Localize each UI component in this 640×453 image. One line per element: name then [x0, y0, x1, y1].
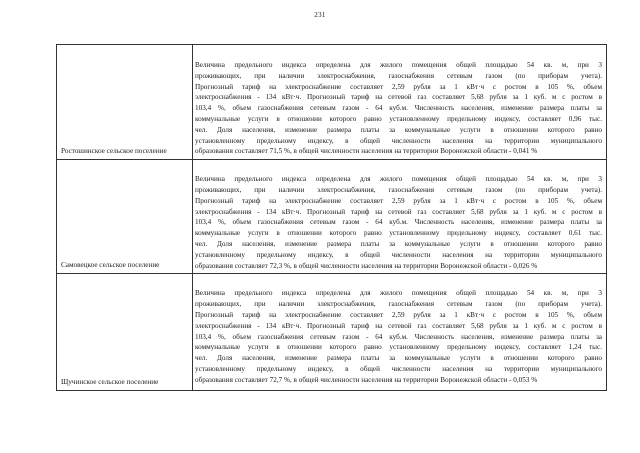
description-line: чел. Доля населения, изменение размера платы за коммунальные услуги в отношении которого равно — [195, 354, 602, 363]
description-line: образования составляет 72,7 %, в общей численности населения на территории Воронежской области - 0,053 % — [195, 375, 538, 384]
description-line: установленному предельному индексу, в общей численности населения на территории муниципального — [195, 364, 602, 373]
settlement-name: Щучинское сельское поселение — [61, 378, 159, 387]
settlement-description-cell — [193, 45, 607, 160]
description-line: 103,4 %, объем газоснабжения сетевым газом - 64 куб.м. Численность населения, изменение размера платы за — [195, 218, 602, 227]
description-line: Прогнозный тариф на электроснабжение составляет 2,59 рубля за 1 кВт·ч с ростом в 105 %, объем — [195, 310, 602, 319]
settlement-name-cell — [57, 160, 193, 274]
settlement-table — [56, 44, 607, 391]
description-line: электроснабжения - 134 кВт·ч. Прогнозный тариф на сетевой газ составляет 5,68 рубля за 1 куб. м с ростом в — [195, 321, 602, 330]
description-line: проживающих, при наличии электроснабжения, газоснабжения сетевым газом (по приборам учета). — [195, 185, 602, 194]
settlement-name: Ростошинское сельское поселение — [61, 147, 167, 156]
description-line: проживающих, при наличии электроснабжения, газоснабжения сетевым газом (по приборам учета). — [195, 300, 602, 309]
description-line: Величина предельного индекса определена для жилого помещения общей площадью 54 кв. м, при 3 — [195, 289, 602, 298]
description-line: проживающих, при наличии электроснабжения, газоснабжения сетевым газом (по приборам учета). — [195, 71, 602, 80]
table-row — [57, 160, 607, 274]
description-line: установленному предельному индексу, в общей численности населения на территории муниципального — [195, 136, 602, 145]
page-number: 231 — [314, 11, 326, 19]
settlement-name-cell — [57, 274, 193, 391]
description-line: электроснабжения - 134 кВт·ч. Прогнозный тариф на сетевой газ составляет 5,68 рубля за 1 куб. м с ростом в — [195, 207, 602, 216]
description-line: чел. Доля населения, изменение размера платы за коммунальные услуги в отношении которого равно — [195, 239, 602, 248]
description-line: чел. Доля населения, изменение размера платы за коммунальные услуги в отношении которого равно — [195, 125, 602, 134]
settlement-name: Самовецкое сельское поселение — [61, 261, 160, 270]
description-line: электроснабжения - 134 кВт·ч. Прогнозный тариф на сетевой газ составляет 5,68 рубля за 1 куб. м с ростом в — [195, 93, 602, 102]
description-line: 103,4 %, объем газоснабжения сетевым газом - 64 куб.м. Численность населения, изменение размера платы за — [195, 332, 602, 341]
description-line: коммунальные услуги в отношении которого равно установленному предельному индексу, составляет 0,96 тыс. — [195, 114, 602, 123]
description-line: коммунальные услуги в отношении которого равно установленному предельному индексу, составляет 1,24 тыс. — [195, 343, 602, 352]
settlement-description-cell — [193, 274, 607, 391]
settlement-name-cell — [57, 45, 193, 160]
description-line: Прогнозный тариф на электроснабжение составляет 2,59 рубля за 1 кВт·ч с ростом в 105 %, объем — [195, 196, 602, 205]
description-line: образования составляет 72,3 %, в общей численности населения на территории Воронежской области - 0,026 % — [195, 261, 538, 270]
settlement-description-cell — [193, 160, 607, 274]
table-row — [57, 45, 607, 160]
description-line: образования составляет 71,5 %, в общей численности населения на территории Воронежской области - 0,041 % — [195, 147, 538, 156]
description-line: установленному предельному индексу, в общей численности населения на территории муниципального — [195, 250, 602, 259]
description-line: Величина предельного индекса определена для жилого помещения общей площадью 54 кв. м, при 3 — [195, 175, 602, 184]
table-row — [57, 274, 607, 391]
description-line: Величина предельного индекса определена для жилого помещения общей площадью 54 кв. м, при 3 — [195, 61, 602, 69]
description-line: 103,4 %, объем газоснабжения сетевым газом - 64 куб.м. Численность населения, изменение размера платы за — [195, 104, 602, 113]
description-line: коммунальные услуги в отношении которого равно установленному предельному индексу, составляет 0,61 тыс. — [195, 229, 602, 238]
description-line: Прогнозный тариф на электроснабжение составляет 2,59 рубля за 1 кВт·ч с ростом в 105 %, объем — [195, 82, 602, 91]
